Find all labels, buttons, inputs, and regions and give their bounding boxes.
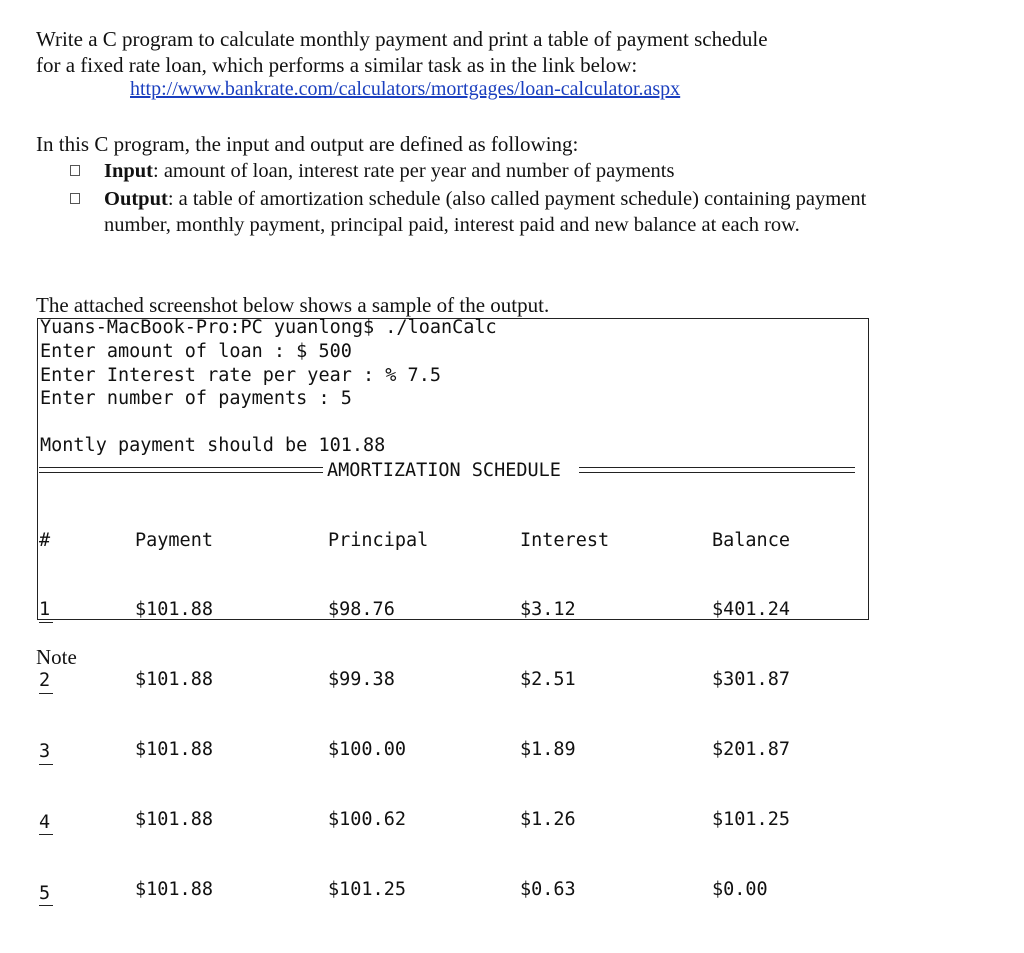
cell-balance: $401.24	[712, 599, 790, 621]
cell-balance: $201.87	[712, 739, 790, 761]
header-number: #	[39, 529, 52, 551]
cell-interest: $1.89	[520, 739, 576, 761]
header-principal: Principal	[328, 529, 429, 551]
input-bullet	[66, 158, 926, 184]
col-principal	[328, 482, 428, 948]
col-interest	[520, 482, 609, 948]
header-payment: Payment	[135, 529, 213, 551]
output-label: Output	[104, 188, 168, 210]
col-payment	[135, 482, 213, 948]
prompt-rate: Enter Interest rate per year : % 7.5	[40, 365, 441, 386]
schedule-title: AMORTIZATION SCHEDULE	[327, 460, 561, 481]
header-balance: Balance	[712, 529, 790, 551]
cell-payment: $101.88	[135, 809, 213, 831]
intro-line-2: for a fixed rate loan, which performs a similar task as in the link below:	[36, 53, 638, 77]
monthly-payment-line: Montly payment should be 101.88	[40, 435, 386, 456]
schedule-rule	[39, 461, 867, 481]
io-heading: In this C program, the input and output are defined as following:	[36, 132, 579, 156]
cell-interest: $1.26	[520, 809, 576, 831]
bankrate-link[interactable]: http://www.bankrate.com/calculators/mortgages/loan-calculator.aspx	[130, 78, 681, 100]
rule-right	[579, 467, 855, 473]
cell-principal: $98.76	[328, 599, 395, 621]
io-bullet-list	[66, 158, 926, 240]
input-description: : amount of loan, interest rate per year and number of payments	[153, 160, 675, 182]
cell-balance: $0.00	[712, 879, 768, 901]
row-number: 3	[39, 740, 53, 764]
cell-payment: $101.88	[135, 739, 213, 761]
cell-principal: $99.38	[328, 669, 395, 691]
input-label: Input	[104, 160, 154, 182]
cell-payment: $101.88	[135, 879, 213, 901]
cell-payment: $101.88	[135, 599, 213, 621]
checkbox-bullet-icon	[70, 193, 80, 204]
col-number	[39, 482, 53, 953]
checkbox-bullet-icon	[70, 165, 80, 176]
cell-principal: $101.25	[328, 879, 406, 901]
cell-balance: $101.25	[712, 809, 790, 831]
terminal-prompt: Yuans-MacBook-Pro:PC yuanlong$ ./loanCalc	[40, 317, 497, 338]
sample-caption: The attached screenshot below shows a sample of the output.	[36, 293, 550, 317]
rule-left	[39, 467, 323, 473]
cell-principal: $100.62	[328, 809, 406, 831]
row-number: 5	[39, 882, 53, 906]
output-description: : a table of amortization schedule (also called payment schedule) containing payment number, monthly payment, principal paid, interest paid and new balance at each row.	[104, 188, 867, 236]
cell-payment: $101.88	[135, 669, 213, 691]
header-interest: Interest	[520, 529, 610, 551]
footer-note-fragment: Note	[36, 645, 77, 669]
output-bullet	[66, 186, 926, 238]
prompt-payments: Enter number of payments : 5	[40, 388, 352, 409]
cell-principal: $100.00	[328, 739, 406, 761]
row-number: 2	[39, 669, 53, 693]
prompt-amount: Enter amount of loan : $ 500	[40, 341, 352, 362]
intro-paragraph	[36, 26, 996, 78]
cell-interest: $0.63	[520, 879, 576, 901]
intro-line-1: Write a C program to calculate monthly payment and print a table of payment schedule	[36, 27, 768, 51]
row-number: 1	[39, 598, 53, 622]
cell-interest: $2.51	[520, 669, 576, 691]
row-number: 4	[39, 811, 53, 835]
cell-interest: $3.12	[520, 599, 576, 621]
col-balance	[712, 482, 790, 948]
cell-balance: $301.87	[712, 669, 790, 691]
